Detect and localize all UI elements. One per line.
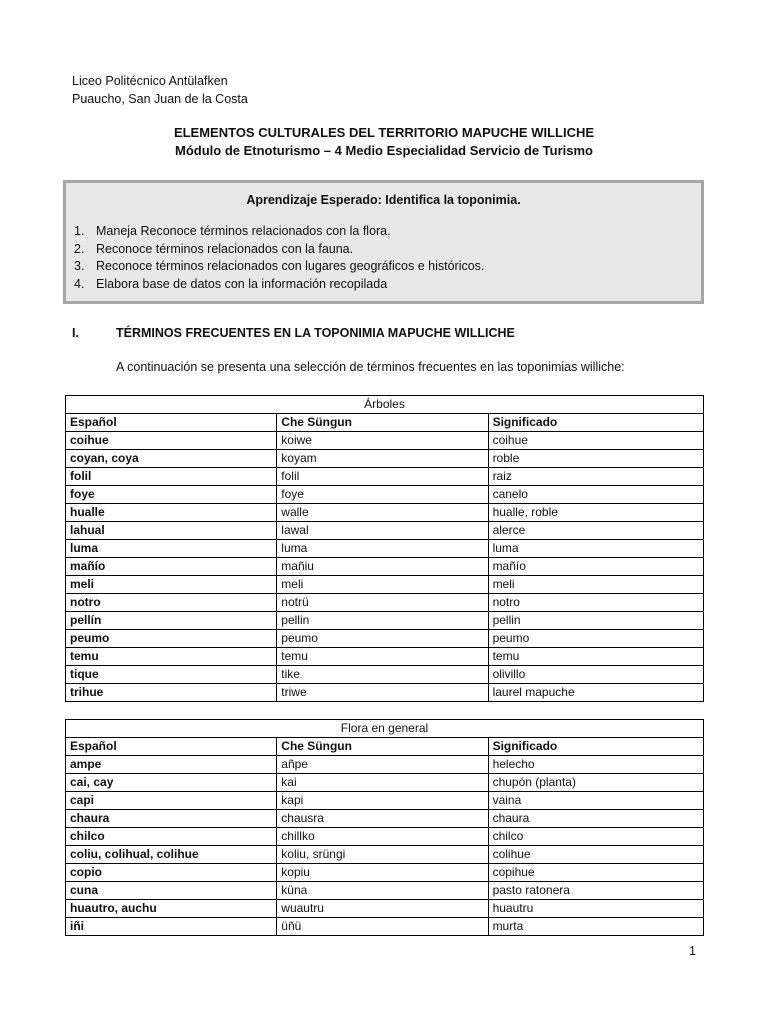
table-row (66, 450, 704, 468)
spanish-term-cell: coyan, coya (66, 450, 277, 468)
document-title: ELEMENTOS CULTURALES DEL TERRITORIO MAPUCHE WILLICHE (173, 125, 595, 140)
meaning-cell: pellin (488, 612, 703, 630)
table-row (66, 540, 704, 558)
objective-item (74, 276, 701, 294)
table-row (66, 810, 704, 828)
document-subtitle: Módulo de Etnoturismo – 4 Medio Especialidad Servicio de Turismo (175, 143, 593, 158)
spanish-term-cell: meli (66, 576, 277, 594)
che-sungun-cell: kai (277, 774, 488, 792)
meaning-cell: alerce (488, 522, 703, 540)
objective-text: Reconoce términos relacionados con lugares geográficos e históricos. (96, 259, 485, 273)
learning-objectives-box (63, 180, 704, 304)
table-caption: Árboles (66, 396, 704, 414)
table-row (66, 666, 704, 684)
meaning-cell: notro (488, 594, 703, 612)
che-sungun-cell: mañiu (277, 558, 488, 576)
meaning-cell: raiz (488, 468, 703, 486)
spanish-term-cell: peumo (66, 630, 277, 648)
che-sungun-cell: tike (277, 666, 488, 684)
table-row (66, 630, 704, 648)
objective-number: 4. (74, 276, 85, 291)
meaning-cell: peumo (488, 630, 703, 648)
meaning-cell: murta (488, 918, 703, 936)
objective-text: Elabora base de datos con la información recopilada (96, 276, 388, 291)
table-row (66, 828, 704, 846)
meaning-cell: colihue (488, 846, 703, 864)
column-header: Español (66, 738, 277, 756)
table-caption-row (66, 720, 704, 738)
spanish-term-cell: folil (66, 468, 277, 486)
che-sungun-cell: pellin (277, 612, 488, 630)
spanish-term-cell: chaura (66, 810, 277, 828)
meaning-cell: chaura (488, 810, 703, 828)
section-heading-text: TÉRMINOS FRECUENTES EN LA TOPONIMIA MAPUCHE WILLICHE (116, 326, 515, 340)
che-sungun-cell: añpe (277, 756, 488, 774)
table-row (66, 864, 704, 882)
meaning-cell: vaina (488, 792, 703, 810)
table-row (66, 486, 704, 504)
che-sungun-cell: kapi (277, 792, 488, 810)
meaning-cell: hualle, roble (488, 504, 703, 522)
spanish-term-cell: notro (66, 594, 277, 612)
objective-number: 1. (74, 224, 85, 238)
objective-number: 3. (74, 259, 85, 273)
meaning-cell: canelo (488, 486, 703, 504)
spanish-term-cell: luma (66, 540, 277, 558)
meaning-cell: mañío (488, 558, 703, 576)
spanish-term-cell: foye (66, 486, 277, 504)
spanish-term-cell: hualle (66, 504, 277, 522)
page-number: 1 (689, 944, 696, 958)
che-sungun-cell: temu (277, 648, 488, 666)
spanish-term-cell: tique (66, 666, 277, 684)
learning-objectives-list (66, 223, 701, 293)
spanish-term-cell: capi (66, 792, 277, 810)
table-row (66, 432, 704, 450)
che-sungun-cell: meli (277, 576, 488, 594)
table-row (66, 774, 704, 792)
spanish-term-cell: lahual (66, 522, 277, 540)
objective-item (74, 258, 701, 276)
spanish-term-cell: coihue (66, 432, 277, 450)
objective-item (74, 241, 701, 259)
table-row (66, 558, 704, 576)
spanish-term-cell: huautro, auchu (66, 900, 277, 918)
che-sungun-cell: wuautru (277, 900, 488, 918)
meaning-cell: chilco (488, 828, 703, 846)
che-sungun-cell: koiwe (277, 432, 488, 450)
che-sungun-cell: peumo (277, 630, 488, 648)
column-header: Che Süngun (277, 738, 488, 756)
column-header: Significado (488, 738, 703, 756)
meaning-cell: temu (488, 648, 703, 666)
title-block (0, 124, 768, 160)
che-sungun-cell: koyam (277, 450, 488, 468)
meaning-cell: laurel mapuche (488, 684, 703, 702)
che-sungun-cell: luma (277, 540, 488, 558)
meaning-cell: huautru (488, 900, 703, 918)
spanish-term-cell: pellín (66, 612, 277, 630)
objective-text: Maneja Reconoce términos relacionados con la flora. (96, 224, 391, 238)
learning-box-title: Aprendizaje Esperado: Identifica la toponimia. (246, 193, 521, 207)
table-row (66, 918, 704, 936)
meaning-cell: meli (488, 576, 703, 594)
spanish-term-cell: coliu, colihual, colihue (66, 846, 277, 864)
column-header: Significado (488, 414, 703, 432)
table-row (66, 756, 704, 774)
school-name: Liceo Politécnico Antülafken (72, 74, 228, 88)
che-sungun-cell: lawal (277, 522, 488, 540)
meaning-cell: chupón (planta) (488, 774, 703, 792)
spanish-term-cell: copio (66, 864, 277, 882)
meaning-cell: luma (488, 540, 703, 558)
spanish-term-cell: temu (66, 648, 277, 666)
che-sungun-cell: koliu, srüngi (277, 846, 488, 864)
che-sungun-cell: notrü (277, 594, 488, 612)
table-row (66, 522, 704, 540)
objective-number: 2. (74, 241, 85, 256)
document-header (72, 72, 248, 108)
table-row (66, 594, 704, 612)
spanish-term-cell: cai, cay (66, 774, 277, 792)
table-row (66, 882, 704, 900)
spanish-term-cell: trihue (66, 684, 277, 702)
table-row (66, 846, 704, 864)
spanish-term-cell: cuna (66, 882, 277, 900)
flora-table (65, 719, 704, 936)
table-header-row (66, 414, 704, 432)
table-row (66, 504, 704, 522)
che-sungun-cell: chillko (277, 828, 488, 846)
meaning-cell: coihue (488, 432, 703, 450)
meaning-cell: helecho (488, 756, 703, 774)
spanish-term-cell: ampe (66, 756, 277, 774)
section-numeral: I. (72, 326, 79, 340)
table-row (66, 612, 704, 630)
meaning-cell: pasto ratonera (488, 882, 703, 900)
table-row (66, 792, 704, 810)
che-sungun-cell: foye (277, 486, 488, 504)
table-row (66, 684, 704, 702)
meaning-cell: copihue (488, 864, 703, 882)
table-row (66, 468, 704, 486)
table-caption-row (66, 396, 704, 414)
column-header: Español (66, 414, 277, 432)
table-row (66, 900, 704, 918)
section-intro: A continuación se presenta una selección de términos frecuentes en las toponimias williche: (116, 360, 625, 374)
school-location: Puaucho, San Juan de la Costa (72, 92, 248, 106)
objective-text: Reconoce términos relacionados con la fauna. (96, 241, 354, 256)
spanish-term-cell: iñi (66, 918, 277, 936)
objective-item (74, 223, 701, 241)
che-sungun-cell: walle (277, 504, 488, 522)
table-caption: Flora en general (66, 720, 704, 738)
che-sungun-cell: kopiu (277, 864, 488, 882)
spanish-term-cell: mañío (66, 558, 277, 576)
spanish-term-cell: chilco (66, 828, 277, 846)
che-sungun-cell: üñü (277, 918, 488, 936)
table-header-row (66, 738, 704, 756)
column-header: Che Süngun (277, 414, 488, 432)
meaning-cell: roble (488, 450, 703, 468)
table-row (66, 648, 704, 666)
che-sungun-cell: folil (277, 468, 488, 486)
table-row (66, 576, 704, 594)
che-sungun-cell: küna (277, 882, 488, 900)
arboles-table (65, 395, 704, 702)
section-heading (72, 326, 515, 340)
che-sungun-cell: chausra (277, 810, 488, 828)
che-sungun-cell: triwe (277, 684, 488, 702)
meaning-cell: olivillo (488, 666, 703, 684)
